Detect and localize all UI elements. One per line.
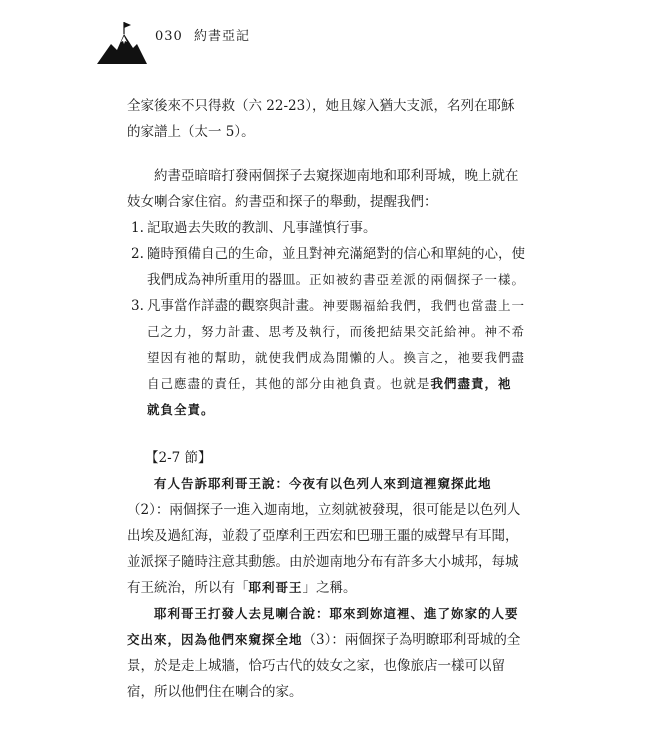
list-item	[127, 293, 525, 423]
section-title: 【2-7 節】	[145, 450, 212, 466]
emphasis-name: 耶利哥王	[248, 580, 303, 595]
list-item-text-part: 正如被約書亞差派的兩個探子一樣。	[309, 272, 526, 287]
list-item-text-part: 凡事當作詳盡的觀察與計畫。	[147, 298, 323, 314]
verse-quote: 耶利哥王打發人去見喇合說：耶來到妳這裡、進了妳家的人要交出來，因為他們來窺探全地	[127, 606, 519, 647]
paragraph-1: 全家後來不只得救（六 22-23），她且嫁入猶大支派，名列在耶穌的家譜上（太一 5）。	[127, 98, 515, 140]
commentary-text: ：兩個探子一進入迦南地，立刻就被發現，很可能是以色列人出埃及過紅海，並殺了亞摩利王西宏和巴珊王噩的威聲早有耳聞，並派探子隨時注意其動態。由於迦南地分布有許多大小城邦，每城有王統治，所以有「	[127, 502, 521, 596]
page-number: 030	[155, 29, 183, 44]
list-item-number: 1.	[131, 220, 144, 236]
header-text	[155, 25, 250, 44]
list-item-emphasis: 我們盡責，祂就負全責。	[147, 376, 512, 417]
list-item	[127, 215, 525, 241]
mountain-flag-icon	[97, 20, 147, 64]
paragraph-2: 約書亞暗暗打發兩個探子去窺探迦南地和耶利哥城，晚上就在妓女喇合家住宿。約書亞和探子的舉動，提醒我們：	[127, 168, 519, 210]
lesson-list	[127, 215, 525, 423]
list-item	[127, 241, 525, 293]
verse-reference: （2）	[127, 502, 156, 518]
list-item-text	[147, 293, 525, 423]
list-item-number: 2.	[131, 246, 144, 262]
page-header	[97, 20, 250, 64]
list-item-text-part: 隨時預備自己的生命，並且對神充滿絕對的信心和單純的心，使我們成為神所重用的器皿。	[147, 246, 525, 288]
list-item-text	[147, 241, 525, 293]
list-item-text-part: 神要賜福給我們，我們也當盡上一己之力，努力計畫、思考及執行，而後把結果交託給神。神不希望因有祂的幫助，就使我們成為閒懶的人。換言之，祂要我們盡自己應盡的責任，其他的部分由祂負責。也就是	[147, 298, 526, 391]
list-item-number: 3.	[131, 298, 144, 314]
verse-quote: 有人告訴耶利哥王說：今夜有以色列人來到這裡窺探此地	[154, 476, 492, 491]
paragraph-4	[127, 601, 525, 705]
paragraph-3	[127, 471, 525, 601]
book-title: 約書亞記	[193, 29, 250, 44]
commentary-text: ：兩個探子為明瞭耶利哥城的全景，於是走上城牆，恰巧古代的妓女之家，也像旅店一樣可以留宿，所以他們住在喇合的家。	[127, 632, 521, 700]
list-item-text: 記取過去失敗的教訓、凡事謹慎行事。	[147, 220, 377, 236]
verse-reference: （3）	[302, 632, 332, 648]
page-body	[127, 93, 525, 705]
commentary-text: 」之稱。	[302, 580, 357, 596]
